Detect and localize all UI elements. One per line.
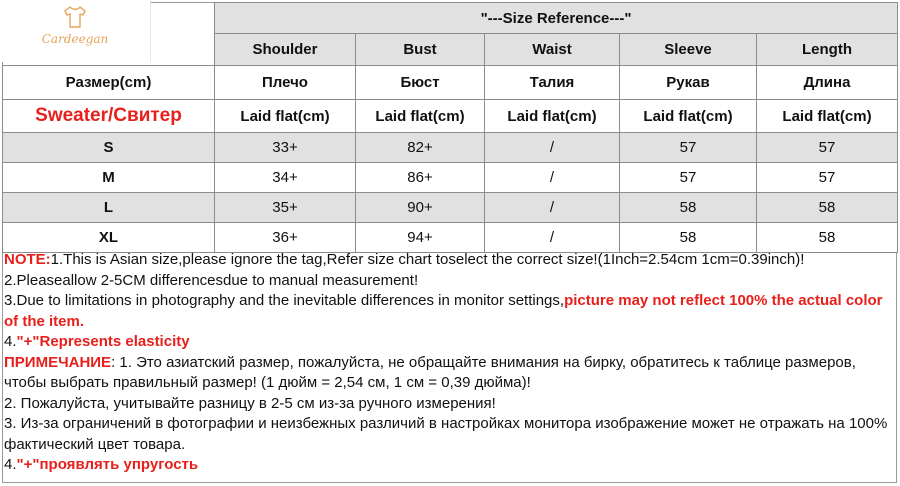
brand-name: Cardeegan [41, 32, 109, 46]
measure-row [3, 100, 898, 133]
size-label-ru: Размер(cm) [3, 66, 215, 100]
measure-shoulder: Laid flat(cm) [215, 100, 356, 133]
header-shoulder-ru: Плечо [215, 66, 356, 100]
table-row [3, 163, 898, 193]
note-2: 2.Pleaseallow 2-5CM differencesdue to manual measurement! [4, 271, 419, 289]
note-4 [4, 332, 894, 353]
cell-value: 58 [757, 223, 898, 253]
table-title: "---Size Reference---" [215, 3, 898, 34]
note-3 [4, 291, 894, 332]
header-length: Length [757, 34, 898, 66]
note-ru-1 [4, 353, 894, 394]
note-4-number: 4. [4, 333, 17, 350]
size-xl: XL [3, 223, 215, 253]
garment-type-label: Sweater/Свитер [3, 100, 215, 133]
table-row [3, 223, 898, 253]
cell-value: 57 [757, 163, 898, 193]
table-row [3, 193, 898, 223]
notes-block [4, 250, 894, 476]
note-ru-1-text: : 1. Это азиатский размер, пожалуйста, не обращайте внимания на бирку, обратитесь к таблице размеров, чтобы выбрать правильный размер! (1 дюйм = 2,54 см, 1 см = 0,39 дюйма)! [4, 353, 856, 391]
cell-value: 94+ [356, 223, 485, 253]
note-ru-3: 3. Из-за ограничений в фотографии и неизбежных различий в настройках монитора изображение может не отражать на 100% фактический цвет товара. [4, 415, 888, 453]
cell-value: 57 [757, 133, 898, 163]
cell-value: 35+ [215, 193, 356, 223]
cell-value: 86+ [356, 163, 485, 193]
tshirt-icon [62, 4, 88, 30]
note-1 [4, 250, 894, 271]
cell-value: 57 [620, 133, 757, 163]
brand-logo [0, 0, 151, 62]
header-sleeve-ru: Рукав [620, 66, 757, 100]
size-m: M [3, 163, 215, 193]
header-waist-ru: Талия [485, 66, 620, 100]
measure-sleeve: Laid flat(cm) [620, 100, 757, 133]
cell-value: 90+ [356, 193, 485, 223]
cell-value: / [485, 193, 620, 223]
header-waist: Waist [485, 34, 620, 66]
header-bust: Bust [356, 34, 485, 66]
note-ru-label: ПРИМЕЧАНИЕ [4, 353, 112, 371]
size-s: S [3, 133, 215, 163]
header-sleeve: Sleeve [620, 34, 757, 66]
note-label: NOTE: [4, 251, 51, 268]
header-length-ru: Длина [757, 66, 898, 100]
header-bust-ru: Бюст [356, 66, 485, 100]
measure-waist: Laid flat(cm) [485, 100, 620, 133]
cell-value: 58 [620, 193, 757, 223]
table-row [3, 133, 898, 163]
note-ru-2: 2. Пожалуйста, учитывайте разницу в 2-5 см из-за ручного измерения! [4, 394, 496, 412]
measure-length: Laid flat(cm) [757, 100, 898, 133]
header-shoulder: Shoulder [215, 34, 356, 66]
measure-bust: Laid flat(cm) [356, 100, 485, 133]
cell-value: 34+ [215, 163, 356, 193]
russian-header-row [3, 66, 898, 100]
cell-value: 82+ [356, 133, 485, 163]
size-l: L [3, 193, 215, 223]
cell-value: 58 [757, 193, 898, 223]
note-ru-4-elasticity: "+"проявлять упругость [16, 456, 199, 473]
cell-value: 57 [620, 163, 757, 193]
cell-value: / [485, 223, 620, 253]
cell-value: 36+ [215, 223, 356, 253]
note-ru-4-number: 4. [4, 456, 17, 473]
cell-value: 33+ [215, 133, 356, 163]
note-3-warning: picture may not reflect 100% the actual color of the item. [4, 292, 883, 330]
note-ru-4 [4, 455, 894, 476]
note-3-text: 3.Due to limitations in photography and the inevitable differences in monitor settings, [4, 292, 565, 309]
note-1-text: 1.This is Asian size,please ignore the tag,Refer size chart toselect the correct size!(1Inch=2.54cm 1cm=0.39inch)! [50, 251, 805, 268]
note-4-elasticity: "+"Represents elasticity [16, 333, 190, 350]
cell-value: / [485, 163, 620, 193]
cell-value: 58 [620, 223, 757, 253]
cell-value: / [485, 133, 620, 163]
